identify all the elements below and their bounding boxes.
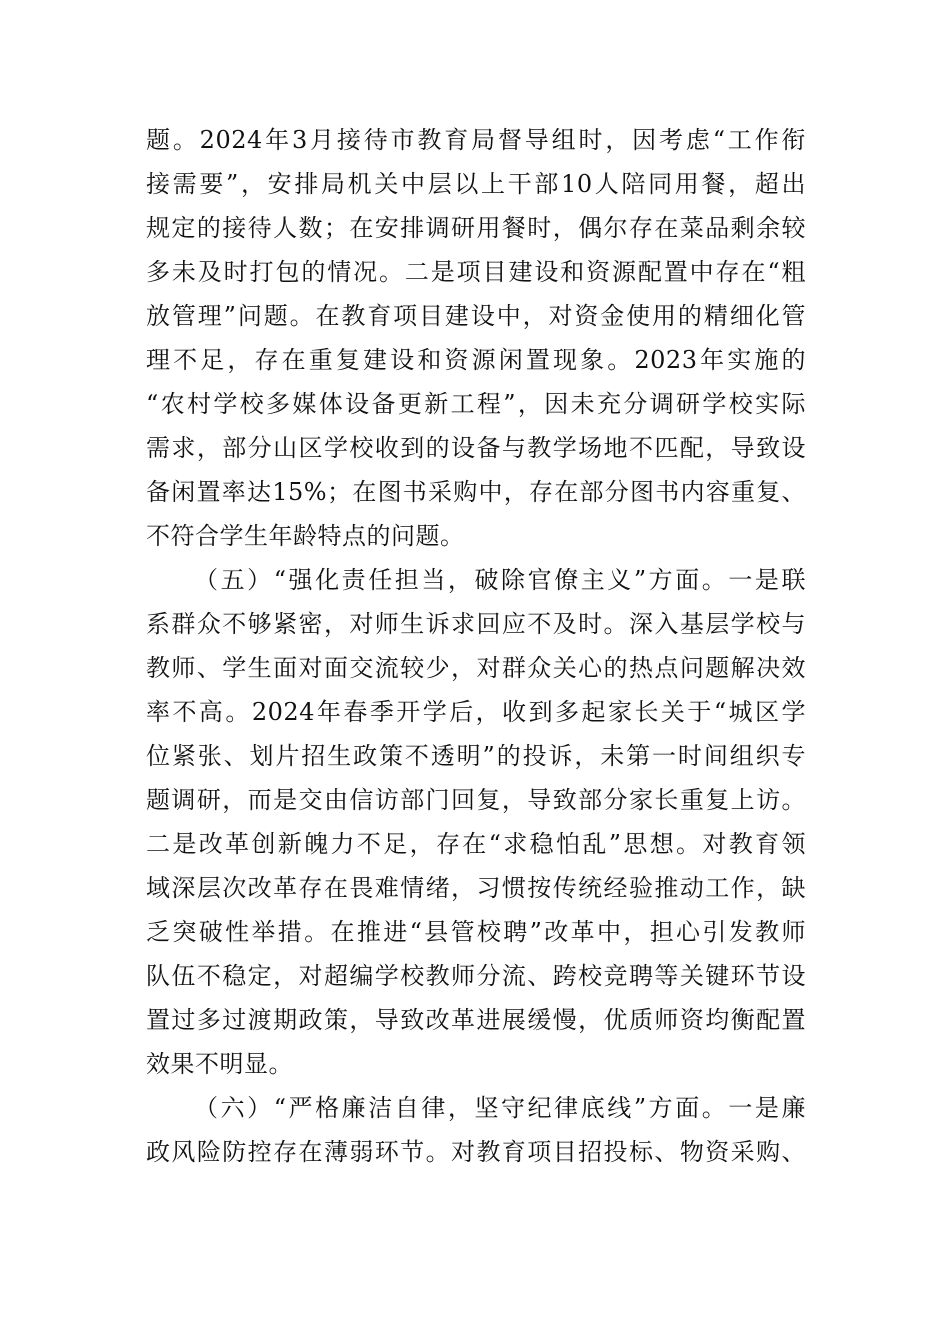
text-line: 系群众不够紧密，对师生诉求回应不及时。深入基层学校与	[146, 610, 806, 638]
text-line: 理不足，存在重复建设和资源闲置现象。2023年实施的	[146, 346, 806, 374]
paragraph-section-5	[146, 558, 806, 1086]
text-line: 不符合学生年龄特点的问题。	[146, 522, 465, 550]
text-line: 题。2024年3月接待市教育局督导组时，因考虑“工作衔	[146, 126, 806, 154]
text-line: 题调研，而是交由信访部门回复，导致部分家长重复上访。	[146, 786, 806, 814]
text-line: “农村学校多媒体设备更新工程”，因未充分调研学校实际	[146, 390, 806, 418]
text-line: 队伍不稳定，对超编学校教师分流、跨校竞聘等关键环节设	[146, 962, 806, 990]
text-line: 二是改革创新魄力不足，存在“求稳怕乱”思想。对教育领	[146, 830, 806, 858]
text-line: 规定的接待人数；在安排调研用餐时，偶尔存在菜品剩余较	[146, 214, 806, 242]
section-heading-line: （六）“严格廉洁自律，坚守纪律底线”方面。一是廉	[194, 1094, 806, 1122]
text-line: 效果不明显。	[146, 1050, 293, 1078]
text-line: 域深层次改革存在畏难情绪，习惯按传统经验推动工作，缺	[146, 874, 806, 902]
text-line: 放管理”问题。在教育项目建设中，对资金使用的精细化管	[146, 302, 806, 330]
text-line: 政风险防控存在薄弱环节。对教育项目招投标、物资采购、	[146, 1138, 806, 1166]
text-line: 多未及时打包的情况。二是项目建设和资源配置中存在“粗	[146, 258, 806, 286]
paragraph-continuation	[146, 118, 806, 558]
text-line: 位紧张、划片招生政策不透明”的投诉，未第一时间组织专	[146, 742, 806, 770]
section-heading-line: （五）“强化责任担当，破除官僚主义”方面。一是联	[194, 566, 806, 594]
text-line: 需求，部分山区学校收到的设备与教学场地不匹配，导致设	[146, 434, 806, 462]
text-line: 教师、学生面对面交流较少，对群众关心的热点问题解决效	[146, 654, 806, 682]
text-line: 率不高。2024年春季开学后，收到多起家长关于“城区学	[146, 698, 806, 726]
paragraph-section-6	[146, 1086, 806, 1174]
text-line: 接需要”，安排局机关中层以上干部10人陪同用餐，超出	[146, 170, 806, 198]
document-body	[146, 118, 806, 1174]
text-line: 置过多过渡期政策，导致改革进展缓慢，优质师资均衡配置	[146, 1006, 806, 1034]
text-line: 备闲置率达15%；在图书采购中，存在部分图书内容重复、	[146, 478, 806, 506]
text-line: 乏突破性举措。在推进“县管校聘”改革中，担心引发教师	[146, 918, 806, 946]
